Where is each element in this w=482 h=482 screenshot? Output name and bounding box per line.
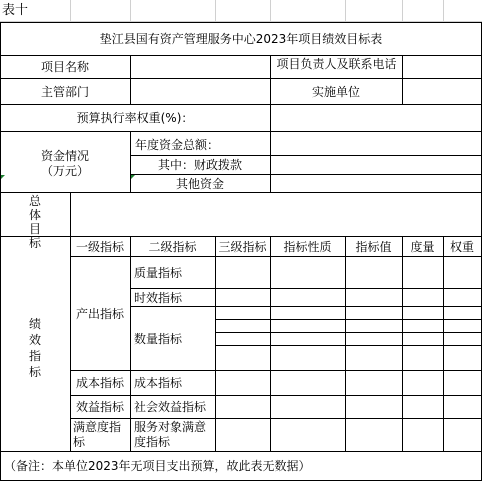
table-border [402, 236, 403, 451]
header-nature: 指标性质 [283, 240, 332, 254]
level2-quality: 质量指标 [134, 266, 183, 280]
table-border [443, 236, 444, 451]
sheet-gridline [130, 0, 131, 21]
table-border [70, 370, 482, 371]
level2-social-benefit: 社会效益指标 [134, 400, 207, 414]
level1-benefit: 效益指标 [75, 400, 124, 414]
table-border [130, 236, 131, 451]
header-level3: 三级指标 [218, 240, 267, 254]
table-border [0, 480, 482, 481]
table-border [130, 288, 482, 289]
header-value: 指标值 [355, 240, 392, 254]
level2-service-satisfaction: 服务对象满意度指标 [134, 420, 207, 449]
funds-label: 资金情况 [40, 149, 89, 163]
funds-unit-label: （万元） [40, 164, 89, 178]
table-border [270, 236, 271, 451]
impl-unit-label: 实施单位 [311, 85, 360, 99]
table-border [0, 131, 482, 132]
header-weight: 权重 [449, 240, 474, 254]
sheet-gridline [443, 0, 444, 21]
table-border [130, 306, 482, 307]
table-border [130, 174, 482, 175]
dept-label: 主管部门 [40, 85, 89, 99]
table-border [70, 418, 482, 419]
table-title: 垫江县国有资产管理服务中心2023年项目绩效目标表 [99, 32, 383, 46]
table-border [215, 236, 216, 451]
sheet-gridline [270, 0, 271, 21]
performance-indicators-label: 绩效指标 [28, 317, 41, 379]
fiscal-funds-label: 其中：财政拨款 [157, 158, 242, 172]
project-lead-label: 项目负责人及联系电话 [276, 57, 397, 71]
sheet-gridline [70, 0, 71, 21]
table-border [345, 236, 346, 451]
overall-target-label: 总体目标 [28, 194, 41, 250]
table-border [0, 104, 482, 105]
level1-satisfaction: 满意度指标 [73, 420, 122, 449]
table-border [270, 104, 271, 131]
table-border [130, 155, 482, 156]
table-border [0, 451, 482, 452]
sheet-gridline [402, 0, 403, 21]
table-border [70, 256, 482, 257]
table-border [70, 395, 482, 396]
table-border [270, 131, 271, 192]
header-level2: 二级指标 [148, 240, 197, 254]
level1-output: 产出指标 [75, 307, 124, 321]
project-name-label: 项目名称 [40, 60, 89, 74]
sheet-gridline [345, 0, 346, 21]
level2-cost: 成本指标 [134, 376, 183, 390]
level2-quantity: 数量指标 [134, 332, 183, 346]
table-border [215, 319, 482, 320]
level2-timeliness: 时效指标 [134, 291, 183, 305]
level1-cost: 成本指标 [75, 376, 124, 390]
budget-rate-label: 预算执行率权重(%)： [76, 111, 194, 125]
header-measure: 度量 [410, 240, 435, 254]
header-level1: 一级指标 [75, 240, 124, 254]
annual-total-label: 年度资金总额： [135, 138, 220, 152]
table-border [402, 55, 403, 104]
note-text: （备注：本单位2023年无项目支出预算，故此表无数据） [4, 459, 311, 473]
table-border [215, 345, 482, 346]
table-border [0, 55, 482, 56]
other-funds-label: 其他资金 [175, 177, 224, 191]
table-number-label: 表十 [2, 3, 29, 18]
sheet-gridline [215, 0, 216, 21]
table-border [0, 236, 482, 237]
table-border [215, 332, 482, 333]
table-border [0, 78, 482, 79]
table-border [130, 55, 131, 104]
table-border [0, 192, 482, 193]
table-border [0, 22, 482, 23]
